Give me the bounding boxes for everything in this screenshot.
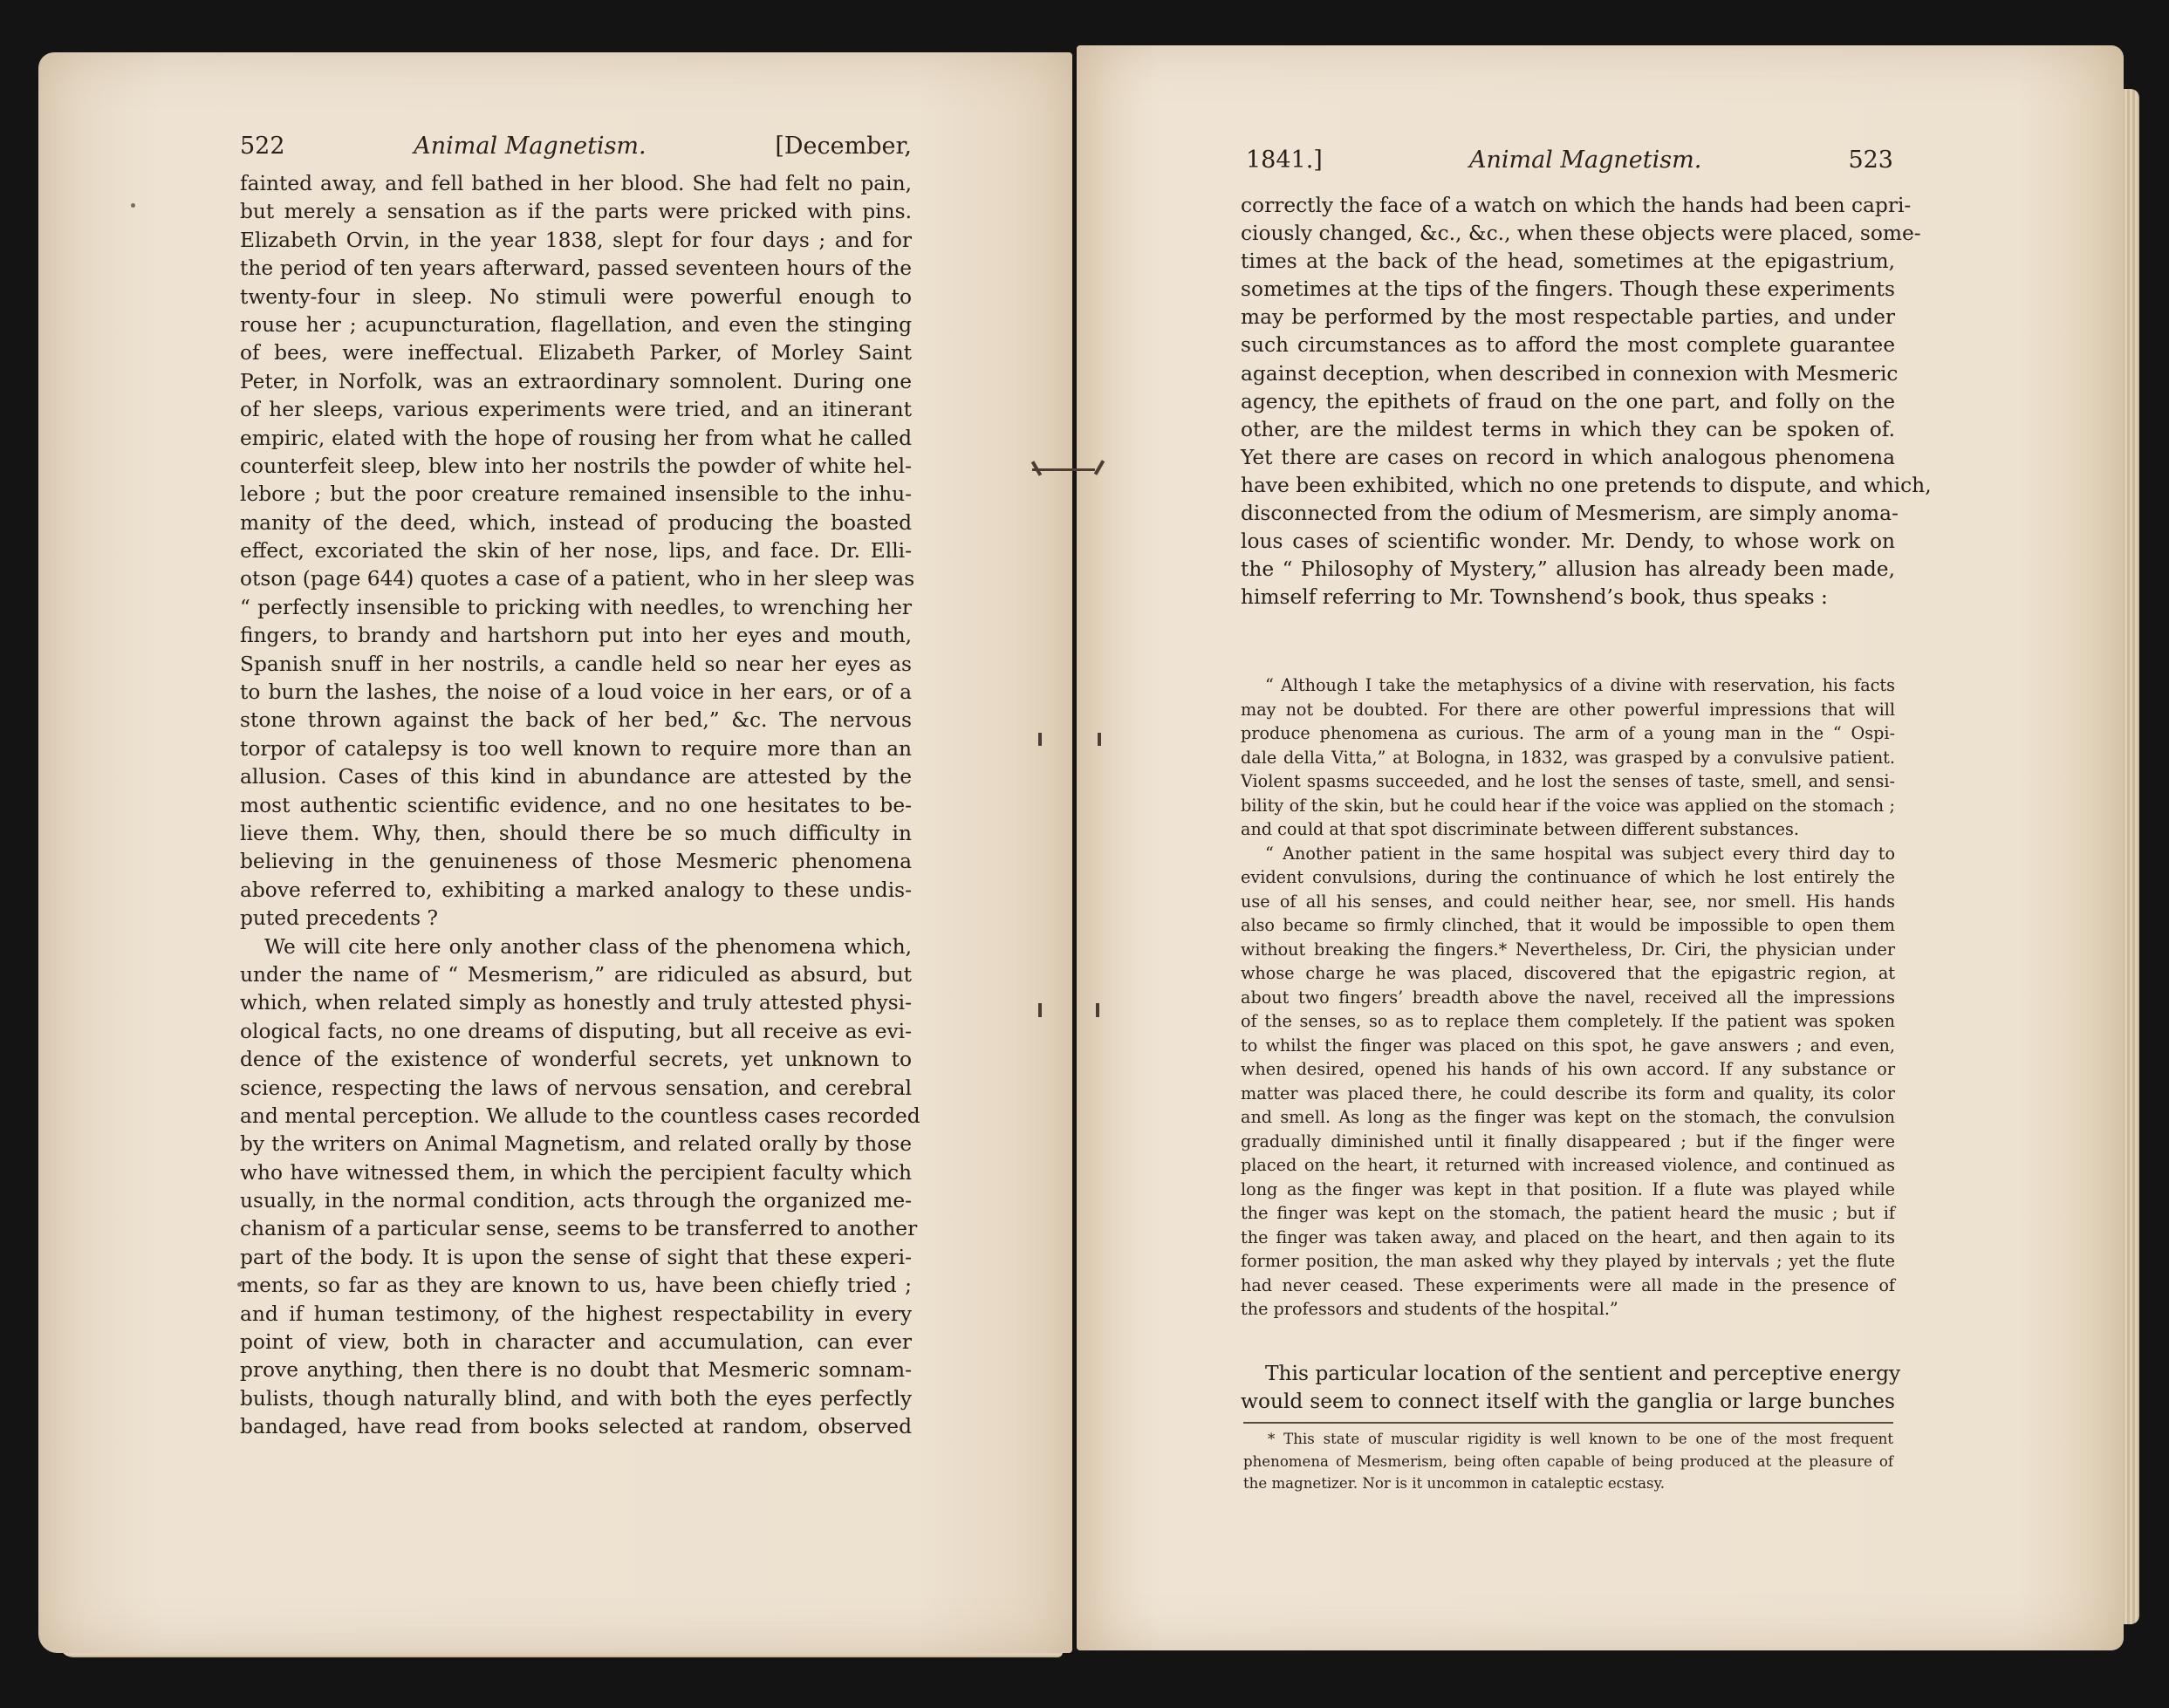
- text-line: Yet there are cases on record in which analogous phenomena: [1241, 445, 1895, 469]
- text-line: have been exhibited, which no one pretends to dispute, and which,: [1241, 473, 1932, 497]
- quote-line: when desired, opened his hands of his own accord. If any substance or: [1241, 1059, 1895, 1079]
- text-line: most authentic scientific evidence, and no one hesitates to be-: [240, 793, 912, 817]
- text-line: under the name of “ Mesmerism,” are ridiculed as absurd, but: [240, 962, 912, 987]
- text-line: against deception, when described in connexion with Mesmeric: [1241, 361, 1899, 386]
- text-line: ments, so far as they are known to us, have been chiefly tried ;: [240, 1274, 912, 1298]
- text-line: agency, the epithets of fraud on the one part, and folly on the: [1241, 389, 1895, 413]
- text-line: who have witnessed them, in which the percipient faculty which: [240, 1160, 912, 1185]
- footnote-rule: [1243, 1422, 1893, 1424]
- binding-stitch-mark: [1098, 733, 1101, 746]
- quote-line: about two fingers’ breadth above the navel, received all the impressions: [1241, 987, 1895, 1008]
- text-line: dence of the existence of wonderful secrets, yet unknown to: [240, 1048, 912, 1072]
- right-running-date: 1841.]: [1246, 147, 1323, 174]
- text-line: believing in the genuineness of those Mesmeric phenomena: [240, 850, 912, 874]
- right-running-title: Animal Magnetism.: [1468, 147, 1702, 174]
- text-line: ological facts, no one dreams of disputing, but all receive as evi-: [240, 1019, 912, 1043]
- text-line: himself referring to Mr. Townshend’s book, thus speaks :: [1241, 585, 1828, 610]
- text-line: This particular location of the sentient and perceptive energy: [1265, 1362, 1901, 1385]
- text-line: part of the body. It is upon the sense of sight that these experi-: [240, 1245, 912, 1269]
- text-line: Elizabeth Orvin, in the year 1838, slept for four days ; and for: [240, 228, 912, 252]
- right-body-text: [1241, 192, 1932, 611]
- text-line: of her sleeps, various experiments were tried, and an itinerant: [240, 398, 912, 422]
- text-line: ciously changed, &c., &c., when these objects were placed, some-: [1241, 222, 1921, 246]
- quote-line: gradually diminished until it finally disappeared ; but if the finger were: [1241, 1131, 1895, 1151]
- quote-line: evident convulsions, during the continuance of which he lost entirely the: [1241, 867, 1895, 887]
- text-line: otson (page 644) quotes a case of a patient, who in her sleep was: [240, 567, 915, 591]
- text-line: chanism of a particular sense, seems to be transferred to another: [240, 1217, 918, 1241]
- text-line: manity of the deed, which, instead of producing the boasted: [240, 510, 912, 535]
- text-line: which, when related simply as honestly and truly attested physi-: [240, 991, 912, 1015]
- text-line: lieve them. Why, then, should there be so much difficulty in: [240, 821, 912, 845]
- text-line: empiric, elated with the hope of rousing her from what he called: [240, 426, 912, 450]
- quote-line: to whilst the finger was placed on this spot, he gave answers ; and even,: [1241, 1035, 1895, 1056]
- footnote-line: the magnetizer. Nor is it uncommon in cataleptic ecstasy.: [1243, 1475, 1666, 1492]
- binding-stitch-mark: [1096, 1003, 1099, 1017]
- quote-line: the finger was kept on the stomach, the patient heard the music ; but if: [1241, 1203, 1895, 1223]
- text-line: and if human testimony, of the highest respectability in every: [240, 1301, 912, 1326]
- text-line: times at the back of the head, sometimes at the epigastrium,: [1241, 249, 1895, 274]
- left-body-text: [240, 170, 920, 1442]
- text-line: bulists, though naturally blind, and with both the eyes perfectly: [240, 1386, 912, 1411]
- text-line: bandaged, have read from books selected at random, observed: [240, 1415, 912, 1439]
- quote-line: former position, the man asked why they played by intervals ; yet the flute: [1241, 1251, 1895, 1271]
- text-line: prove anything, then there is no doubt that Mesmeric somnam-: [240, 1358, 912, 1383]
- quote-line: and smell. As long as the finger was kept on the stomach, the convulsion: [1241, 1107, 1895, 1127]
- quote-line: and could at that spot discriminate between different substances.: [1241, 819, 1799, 839]
- left-page-number: 522: [240, 133, 285, 160]
- text-line: to burn the lashes, the noise of a loud voice in her ears, or of a: [240, 680, 912, 705]
- quote-line: had never ceased. These experiments were all made in the presence of: [1241, 1274, 1895, 1295]
- binding-stitch-mark: [1038, 1003, 1042, 1017]
- quote-line: Violent spasms succeeded, and he lost the senses of taste, smell, and sensi-: [1241, 771, 1895, 791]
- text-line: effect, excoriated the skin of her nose, lips, and face. Dr. Elli-: [240, 539, 912, 564]
- left-running-head: [240, 133, 912, 160]
- quote-line: “ Although I take the metaphysics of a divine with reservation, his facts: [1265, 675, 1895, 695]
- text-line: point of view, both in character and accumulation, can ever: [240, 1330, 912, 1355]
- text-line: other, are the mildest terms in which they can be spoken of.: [1241, 417, 1895, 441]
- footnote-line: * This state of muscular rigidity is well known to be one of the most frequent: [1268, 1431, 1893, 1447]
- quote-line: the finger was taken away, and placed on the heart, and then again to its: [1241, 1226, 1895, 1247]
- quote-line: produce phenomena as curious. The arm of a young man in the “ Ospi-: [1241, 723, 1895, 743]
- quote-line: “ Another patient in the same hospital was subject every third day to: [1265, 843, 1895, 864]
- block-quote: [1241, 673, 1895, 1322]
- text-line: of bees, were ineffectual. Elizabeth Parker, of Morley Saint: [240, 341, 912, 366]
- text-line: correctly the face of a watch on which the hands had been capri-: [1241, 194, 1912, 217]
- text-line: lous cases of scientific wonder. Mr. Dendy, to whose work on: [1241, 529, 1895, 554]
- text-line: counterfeit sleep, blew into her nostrils the powder of white hel-: [240, 454, 912, 478]
- footnote-line: phenomena of Mesmerism, being often capable of being produced at the pleasure of: [1243, 1452, 1893, 1470]
- quote-line: dale della Vitta,” at Bologna, in 1832, was grasped by a convulsive patient.: [1241, 747, 1895, 768]
- text-line: usually, in the normal condition, acts through the organized me-: [240, 1189, 912, 1213]
- text-line: sometimes at the tips of the fingers. Though these experiments: [1241, 277, 1895, 302]
- quote-line: of the senses, so as to replace them completely. If the patient was spoken: [1241, 1011, 1895, 1031]
- text-line: fainted away, and fell bathed in her blood. She had felt no pain,: [240, 172, 912, 195]
- left-running-title: Animal Magnetism.: [414, 133, 647, 160]
- text-line: Peter, in Norfolk, was an extraordinary somnolent. During one: [240, 369, 912, 393]
- binding-stitch: [1032, 468, 1095, 471]
- text-line: disconnected from the odium of Mesmerism, are simply anoma-: [1241, 502, 1899, 526]
- text-line: Spanish snuff in her nostrils, a candle held so near her eyes as: [240, 652, 912, 676]
- text-line: twenty-four in sleep. No stimuli were powerful enough to: [240, 284, 912, 309]
- text-line: and mental perception. We allude to the countless cases recorded: [240, 1103, 920, 1128]
- paper-speck: [131, 203, 135, 208]
- text-line: the “ Philosophy of Mystery,” allusion has already been made,: [1241, 557, 1895, 582]
- quote-line: long as the finger was kept in that position. If a flute was played while: [1241, 1179, 1895, 1199]
- text-line: by the writers on Animal Magnetism, and related orally by those: [240, 1132, 912, 1157]
- text-line: but merely a sensation as if the parts were pricked with pins.: [240, 200, 912, 224]
- quote-line: placed on the heart, it returned with increased violence, and continued as: [1241, 1155, 1895, 1175]
- text-line: stone thrown against the back of her bed,” &c. The nervous: [240, 708, 912, 733]
- text-line: We will cite here only another class of the phenomena which,: [264, 934, 912, 959]
- right-running-head: [1246, 147, 1893, 174]
- footnote: [1243, 1428, 1893, 1495]
- text-line: the period of ten years afterward, passed seventeen hours of the: [240, 256, 912, 281]
- text-line: may be performed by the most respectable parties, and under: [1241, 305, 1895, 330]
- quote-line: without breaking the fingers.* Nevertheless, Dr. Ciri, the physician under: [1241, 939, 1895, 960]
- text-line: lebore ; but the poor creature remained insensible to the inhu-: [240, 482, 912, 507]
- quote-line: may not be doubted. For there are other powerful impressions that will: [1241, 699, 1895, 720]
- quote-line: matter was placed there, he could describe its form and quality, its color: [1241, 1083, 1895, 1103]
- text-line: fingers, to brandy and hartshorn put into her eyes and mouth,: [240, 624, 912, 648]
- quote-line: also became so firmly clinched, that it would be impossible to open them: [1241, 915, 1895, 935]
- left-running-date: [December,: [775, 133, 912, 160]
- text-line: would seem to connect itself with the ganglia or large bunches: [1241, 1390, 1895, 1414]
- binding-stitch-mark: [1038, 733, 1042, 746]
- text-line: above referred to, exhibiting a marked analogy to these undis-: [240, 878, 912, 902]
- closing-paragraph: [1241, 1360, 1901, 1416]
- text-line: puted precedents ?: [240, 906, 438, 931]
- right-page-number: 523: [1848, 147, 1893, 174]
- text-line: rouse her ; acupuncturation, flagellation, and even the stinging: [240, 312, 912, 337]
- text-line: “ perfectly insensible to pricking with needles, to wrenching her: [240, 595, 912, 619]
- text-line: allusion. Cases of this kind in abundance are attested by the: [240, 765, 912, 789]
- quote-line: bility of the skin, but he could hear if the voice was applied on the stomach ;: [1241, 795, 1895, 816]
- text-line: torpor of catalepsy is too well known to require more than an: [240, 736, 912, 761]
- quote-line: use of all his senses, and could neither hear, see, nor smell. His hands: [1241, 891, 1895, 912]
- text-line: such circumstances as to afford the most complete guarantee: [1241, 333, 1895, 358]
- quote-line: the professors and students of the hospital.”: [1241, 1299, 1618, 1319]
- quote-line: whose charge he was placed, discovered that the epigastric region, at: [1241, 963, 1895, 983]
- text-line: science, respecting the laws of nervous sensation, and cerebral: [240, 1076, 912, 1100]
